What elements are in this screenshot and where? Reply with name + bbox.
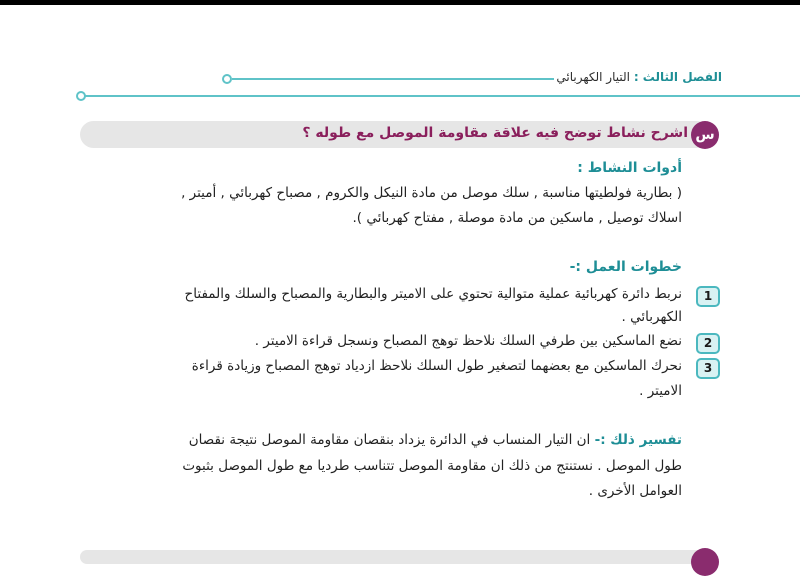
chapter-label: الفصل الثالث : xyxy=(633,70,722,84)
step-number-badge: 1 xyxy=(696,286,720,307)
explanation-label: تفسير ذلك :- xyxy=(594,432,682,448)
header-rule-dot-lower xyxy=(76,91,86,101)
step-line: الاميتر . xyxy=(639,383,682,399)
next-question-badge xyxy=(691,548,719,576)
steps-heading: خطوات العمل :- xyxy=(569,259,682,275)
tools-line: ( بطارية فولطيتها مناسبة , سلك موصل من مادة النيكل والكروم , مصباح كهربائي , أميتر , xyxy=(181,185,682,201)
step-line: الكهربائي . xyxy=(621,309,682,325)
step-number-badge: 2 xyxy=(696,333,720,354)
chapter-header xyxy=(556,70,722,84)
step-line: نربط دائرة كهربائية عملية متوالية تحتوي على الاميتر والبطارية والمصباح والسلك والمفتاح xyxy=(184,286,682,302)
tools-line: اسلاك توصيل , ماسكين من مادة موصلة , مفتاح كهربائي ). xyxy=(352,210,682,226)
header-rule-lower xyxy=(84,95,800,97)
header-rule-dot-upper xyxy=(222,74,232,84)
top-edge-bar xyxy=(0,0,800,5)
next-question-bar xyxy=(80,550,710,564)
explanation-line: العوامل الأخرى . xyxy=(588,483,682,499)
step-line: نضع الماسكين بين طرفي السلك نلاحظ توهج المصباح ونسجل قراءة الاميتر . xyxy=(254,333,682,349)
explanation-line: طول الموصل . نستنتج من ذلك ان مقاومة الموصل تتناسب طرديا مع طول الموصل بثبوت xyxy=(182,458,682,474)
step-number-badge: 3 xyxy=(696,358,720,379)
step-line: نحرك الماسكين مع بعضهما لتصغير طول السلك نلاحظ ازدياد توهج المصباح وزيادة قراءة xyxy=(191,358,682,374)
chapter-topic: التيار الكهربائي xyxy=(556,70,630,84)
explanation-text: ان التيار المنساب في الدائرة يزداد بنقصان مقاومة الموصل نتيجة نقصان xyxy=(188,432,591,448)
explanation-first-line xyxy=(189,432,682,448)
question-badge: س xyxy=(691,121,719,149)
question-text: اشرح نشاط توضح فيه علاقة مقاومة الموصل مع طوله ؟ xyxy=(302,125,688,141)
header-rule-upper xyxy=(232,78,554,80)
tools-heading: أدوات النشاط : xyxy=(577,160,682,176)
